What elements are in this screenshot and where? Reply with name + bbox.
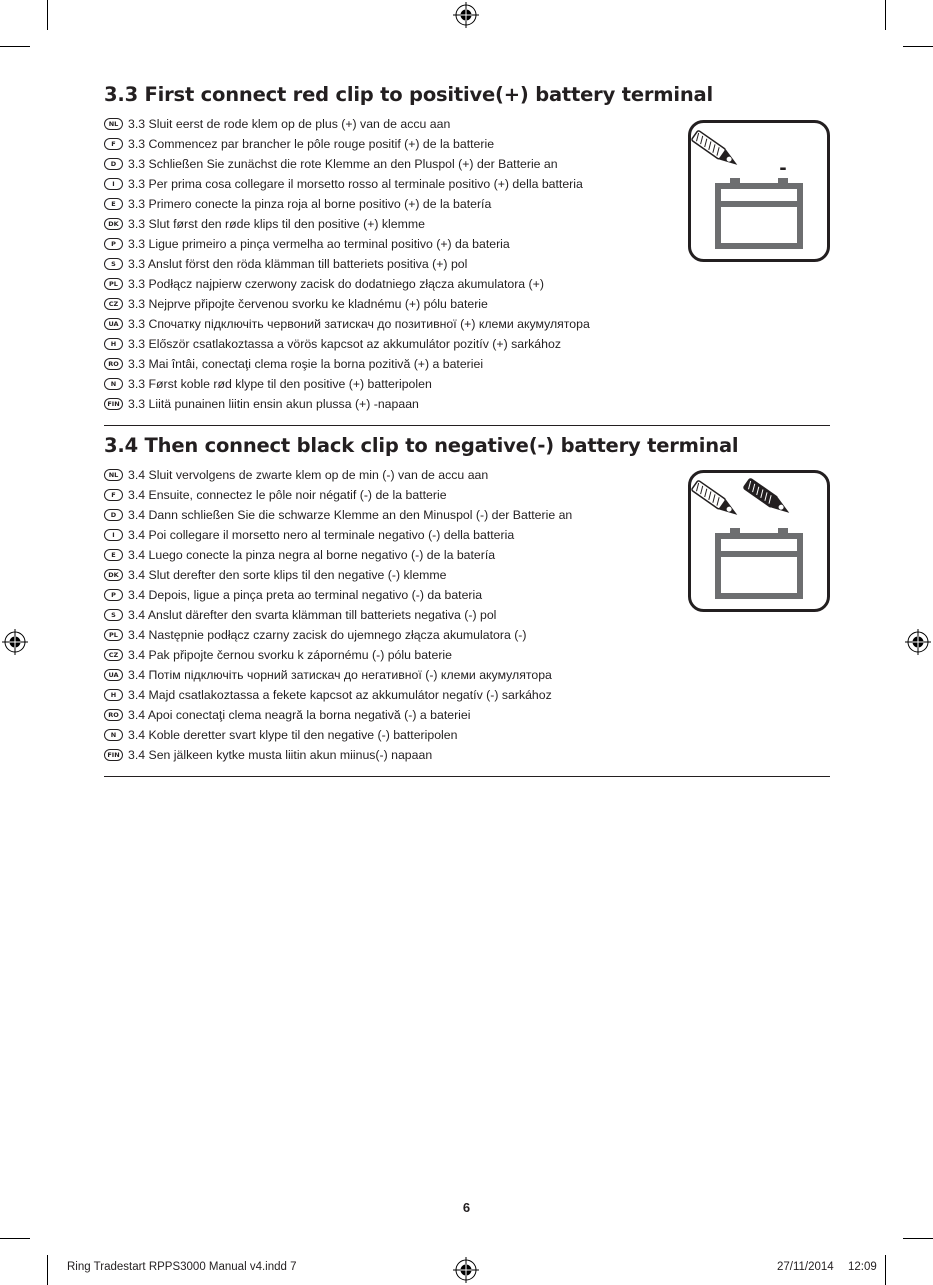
language-badge: FIN: [104, 398, 123, 410]
instruction-text: 3.4 Poi collegare il morsetto nero al terminale negativo (-) della batteria: [128, 528, 515, 542]
footer-file-name: Ring Tradestart RPPS3000 Manual v4.indd 7: [67, 1261, 297, 1273]
footer-date: 27/11/2014: [777, 1261, 834, 1273]
list-item: [104, 465, 572, 485]
instruction-text: 3.3 Slut først den røde klips til den positive (+) klemme: [128, 217, 425, 231]
section-divider: [104, 776, 830, 777]
instruction-text: 3.3 Commencez par brancher le pôle rouge positif (+) de la batterie: [128, 137, 495, 151]
instruction-text: 3.4 Następnie podłącz czarny zacisk do ujemnego złącza akumulatora (-): [128, 628, 527, 642]
instruction-text: 3.3 Mai întâi, conectaţi clema roşie la borna pozitivă (+) a bateriei: [128, 357, 484, 371]
list-item: [104, 745, 572, 765]
list-item: [104, 254, 590, 274]
language-badge: CZ: [104, 649, 123, 661]
registration-mark-icon: [2, 629, 28, 655]
registration-mark-icon: [453, 2, 479, 28]
instruction-text: 3.4 Luego conecte la pinza negra al borne negativo (-) de la batería: [128, 548, 496, 562]
language-badge: E: [104, 198, 123, 210]
instruction-text: 3.4 Koble deretter svart klype til den negative (-) batteripolen: [128, 728, 458, 742]
list-item: [104, 354, 590, 374]
list-item: [104, 214, 590, 234]
language-badge: H: [104, 338, 123, 350]
language-badge: S: [104, 258, 123, 270]
footer-time: 12:09: [848, 1261, 877, 1273]
instruction-text: 3.4 Dann schließen Sie die schwarze Klemme an den Minuspol (-) der Batterie an: [128, 508, 573, 522]
language-badge: RO: [104, 709, 123, 721]
language-badge: NL: [104, 118, 123, 130]
list-item: [104, 154, 590, 174]
battery-both-clips-icon: [688, 470, 830, 612]
instruction-text: 3.3 Primero conecte la pinza roja al borne positivo (+) de la batería: [128, 197, 492, 211]
list-item: [104, 525, 572, 545]
language-badge: I: [104, 178, 123, 190]
list-item: [104, 585, 572, 605]
language-badge: FIN: [104, 749, 123, 761]
language-badge: P: [104, 589, 123, 601]
crop-mark: [0, 46, 30, 47]
instruction-text: 3.3 Nejprve připojte červenou svorku ke kladnému (+) pólu baterie: [128, 297, 488, 311]
instruction-text: 3.3 Liitä punainen liitin ensin akun plussa (+) -napaan: [128, 397, 419, 411]
language-badge: DK: [104, 218, 123, 230]
instruction-text: 3.3 Ligue primeiro a pinça vermelha ao terminal positivo (+) da bateria: [128, 237, 510, 251]
list-item: [104, 334, 590, 354]
page-number: 6: [462, 1200, 471, 1215]
list-item: [104, 505, 572, 525]
instruction-text: 3.3 Anslut först den röda klämman till batteriets positiva (+) pol: [128, 257, 468, 271]
battery-red-clip-icon: [688, 120, 830, 262]
language-badge: CZ: [104, 298, 123, 310]
instruction-text: 3.4 Sluit vervolgens de zwarte klem op de min (-) van de accu aan: [128, 468, 489, 482]
instruction-text: 3.4 Slut derefter den sorte klips til den negative (-) klemme: [128, 568, 447, 582]
list-item: [104, 665, 572, 685]
list-item: [104, 545, 572, 565]
instruction-text: 3.3 Először csatlakoztassa a vörös kapcsot az akkumulátor pozitív (+) sarkához: [128, 337, 561, 351]
polarity-label: -: [779, 158, 787, 179]
language-badge: P: [104, 238, 123, 250]
list-item: [104, 314, 590, 334]
language-badge: NL: [104, 469, 123, 481]
language-badge: F: [104, 138, 123, 150]
list-item: [104, 294, 590, 314]
instruction-text: 3.4 Apoi conectaţi clema neagră la borna negativă (-) a bateriei: [128, 708, 471, 722]
language-badge: RO: [104, 358, 123, 370]
instruction-list-3-3: [104, 114, 590, 414]
language-badge: F: [104, 489, 123, 501]
crop-mark: [903, 46, 933, 47]
list-item: [104, 174, 590, 194]
list-item: [104, 705, 572, 725]
language-badge: UA: [104, 669, 123, 681]
registration-mark-icon: [453, 1257, 479, 1283]
list-item: [104, 485, 572, 505]
language-badge: N: [104, 729, 123, 741]
instruction-text: 3.4 Majd csatlakoztassa a fekete kapcsot az akkumulátor negatív (-) sarkához: [128, 688, 552, 702]
list-item: [104, 685, 572, 705]
instruction-text: 3.3 Per prima cosa collegare il morsetto rosso al terminale positivo (+) della batteria: [128, 177, 583, 191]
instruction-text: 3.4 Anslut därefter den svarta klämman till batteriets negativa (-) pol: [128, 608, 497, 622]
list-item: [104, 645, 572, 665]
crop-mark: [903, 1238, 933, 1239]
instruction-text: 3.3 Først koble rød klype til den positive (+) batteripolen: [128, 377, 432, 391]
instruction-text: 3.3 Sluit eerst de rode klem op de plus (+) van de accu aan: [128, 117, 451, 131]
language-badge: UA: [104, 318, 123, 330]
language-badge: H: [104, 689, 123, 701]
list-item: [104, 374, 590, 394]
language-badge: I: [104, 529, 123, 541]
instruction-text: 3.3 Schließen Sie zunächst die rote Klemme an den Pluspol (+) der Batterie an: [128, 157, 558, 171]
language-badge: S: [104, 609, 123, 621]
instruction-text: 3.3 Спочатку підключіть червоний затискач до позитивної (+) клеми акумулятора: [128, 317, 590, 331]
list-item: [104, 114, 590, 134]
list-item: [104, 134, 590, 154]
instruction-text: 3.3 Podłącz najpierw czerwony zacisk do dodatniego złącza akumulatora (+): [128, 277, 544, 291]
instruction-text: 3.4 Depois, ligue a pinça preta ao terminal negativo (-) da bateria: [128, 588, 483, 602]
section-title-3-3: 3.3 First connect red clip to positive(+) battery terminal: [104, 83, 713, 106]
instruction-text: 3.4 Sen jälkeen kytke musta liitin akun miinus(-) napaan: [128, 748, 433, 762]
section-divider: [104, 425, 830, 426]
list-item: [104, 565, 572, 585]
list-item: [104, 605, 572, 625]
language-badge: E: [104, 549, 123, 561]
list-item: [104, 234, 590, 254]
instruction-text: 3.4 Потім підключіть чорний затискач до негативної (-) клеми акумулятора: [128, 668, 552, 682]
list-item: [104, 625, 572, 645]
crop-mark: [0, 1238, 30, 1239]
language-badge: PL: [104, 629, 123, 641]
list-item: [104, 725, 572, 745]
language-badge: DK: [104, 569, 123, 581]
crop-mark: [885, 0, 886, 30]
language-badge: PL: [104, 278, 123, 290]
registration-mark-icon: [905, 629, 931, 655]
language-badge: D: [104, 509, 123, 521]
instruction-text: 3.4 Ensuite, connectez le pôle noir négatif (-) de la batterie: [128, 488, 447, 502]
crop-mark: [885, 1255, 886, 1285]
list-item: [104, 194, 590, 214]
crop-mark: [47, 0, 48, 30]
list-item: [104, 394, 590, 414]
instruction-text: 3.4 Pak připojte černou svorku k zápornému (-) pólu baterie: [128, 648, 452, 662]
crop-mark: [47, 1255, 48, 1285]
section-title-3-4: 3.4 Then connect black clip to negative(-) battery terminal: [104, 434, 739, 457]
language-badge: N: [104, 378, 123, 390]
list-item: [104, 274, 590, 294]
instruction-list-3-4: [104, 465, 572, 765]
language-badge: D: [104, 158, 123, 170]
